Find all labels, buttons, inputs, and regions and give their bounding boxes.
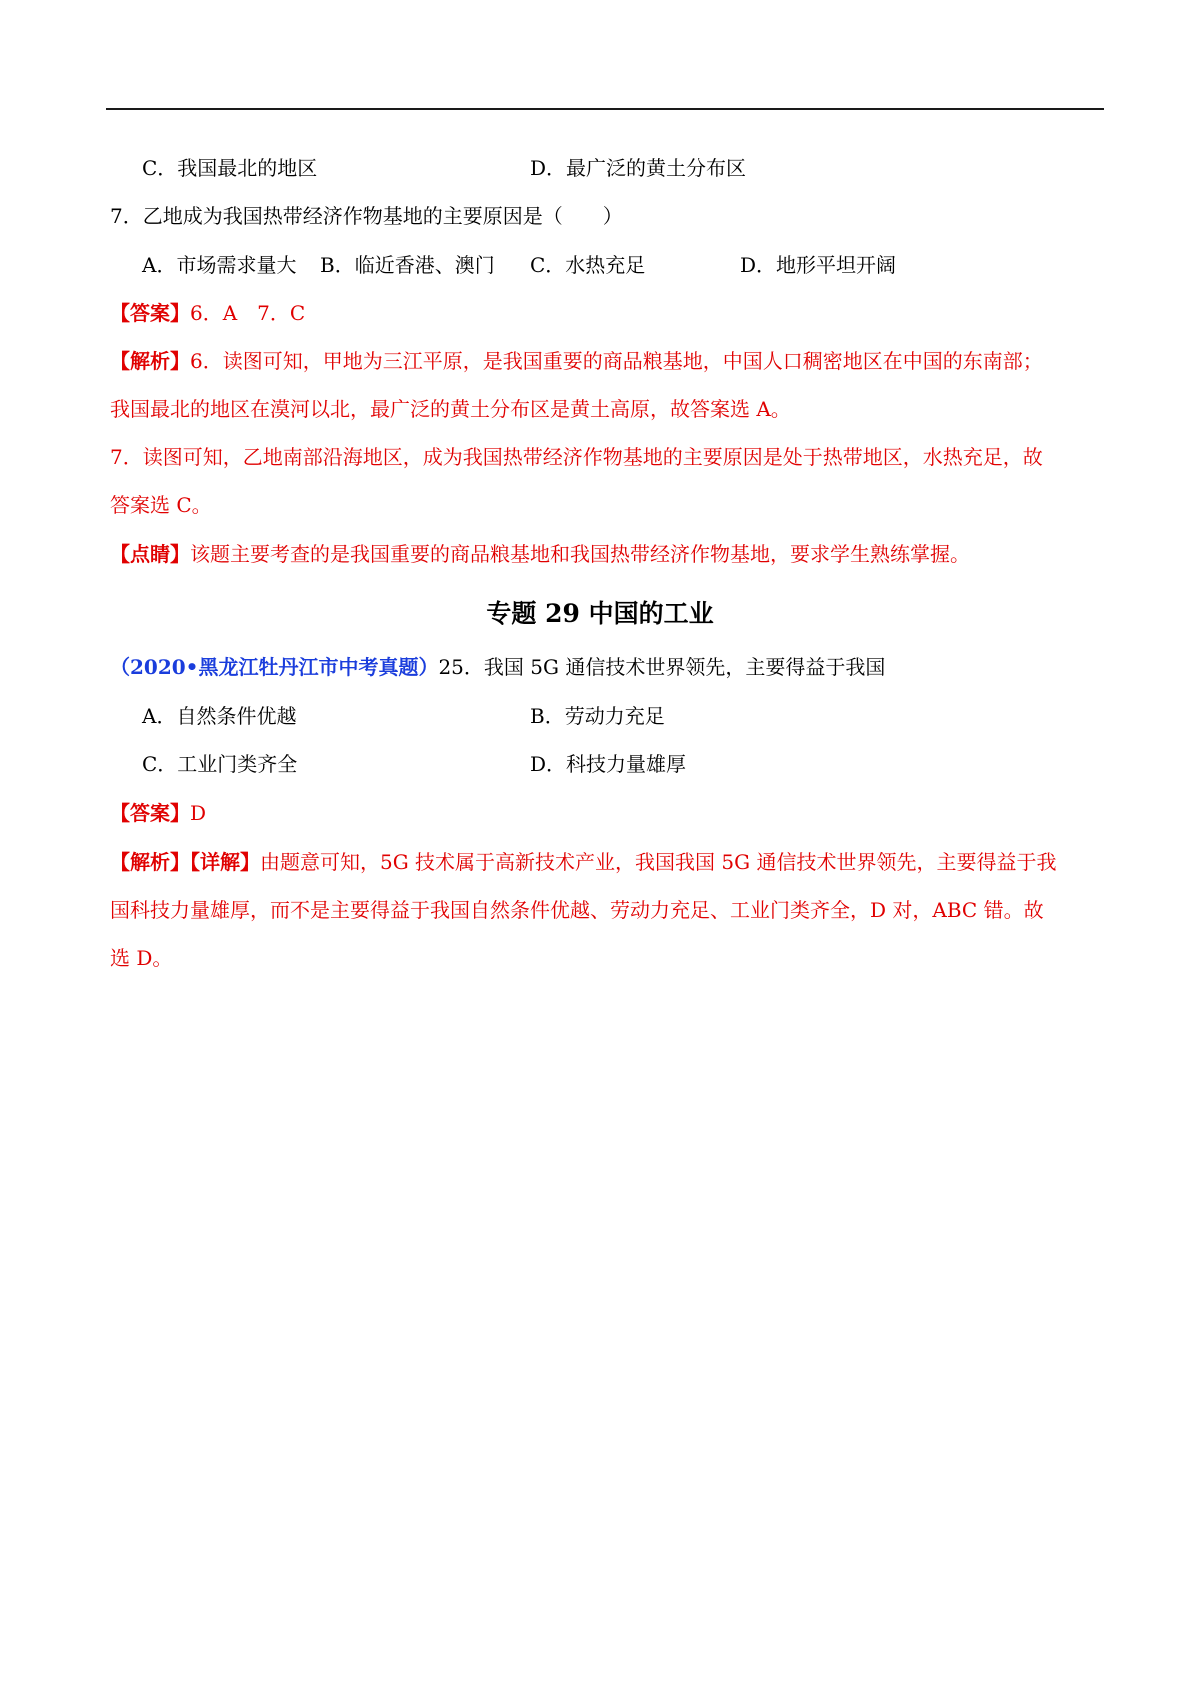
analysis2-line-3: 选 D。 [110,946,173,970]
q25-option-c: C．工业门类齐全 [142,752,298,776]
answer-tag-2: 【答案】 [110,801,190,825]
q25-option-a: A．自然条件优越 [142,704,297,728]
q7-stem: 7．乙地成为我国热带经济作物基地的主要原因是（ ） [110,204,623,228]
analysis-text-1: 6．读图可知，甲地为三江平原，是我国重要的商品粮基地，中国人口稠密地区在中国的东南部； [190,349,1043,373]
q6-option-c: C．我国最北的地区 [142,156,318,180]
answer-text-2: D [190,801,207,825]
answer-block-1 [110,299,305,327]
q25-option-b: B．劳动力充足 [530,704,665,728]
comment-text: 该题主要考查的是我国重要的商品粮基地和我国热带经济作物基地，要求学生熟练掌握。 [190,542,970,566]
analysis-line-1 [110,347,1043,375]
q6-option-d: D．最广泛的黄土分布区 [530,156,747,180]
q7-option-c: C．水热充足 [530,253,646,277]
q7-option-a: A．市场需求量大 [142,253,297,277]
header-rule [106,108,1104,110]
answer-tag: 【答案】 [110,301,190,325]
q25-stem-line [110,653,885,681]
q7-option-b: B．临近香港、澳门 [320,253,495,277]
analysis2-line-1 [110,848,1056,876]
analysis-tag: 【解析】 [110,349,190,373]
comment-tag: 【点睛】 [110,542,190,566]
q25-source: （2020•黑龙江牡丹江市中考真题） [110,655,439,679]
analysis-line-4: 答案选 C。 [110,493,212,517]
analysis2-tag: 【解析】【详解】 [110,850,260,874]
analysis2-line-2: 国科技力量雄厚，而不是主要得益于我国自然条件优越、劳动力充足、工业门类齐全，D 对，ABC 错。故 [110,898,1044,922]
q25-stem: 25．我国 5G 通信技术世界领先，主要得益于我国 [438,655,886,679]
analysis2-text-1: 由题意可知，5G 技术属于高新技术产业，我国我国 5G 通信技术世界领先，主要得益于我 [260,850,1057,874]
comment-block [110,540,970,568]
analysis-line-2: 我国最北的地区在漠河以北，最广泛的黄土分布区是黄土高原，故答案选 A。 [110,397,791,421]
q7-option-d: D．地形平坦开阔 [740,253,897,277]
section-title: 专题 29 中国的工业 [486,599,714,628]
q25-option-d: D．科技力量雄厚 [530,752,687,776]
answer-block-2 [110,799,206,827]
analysis-line-3: 7．读图可知，乙地南部沿海地区，成为我国热带经济作物基地的主要原因是处于热带地区，水热充足，故 [110,445,1043,469]
answer-text: 6．A 7．C [190,301,306,325]
